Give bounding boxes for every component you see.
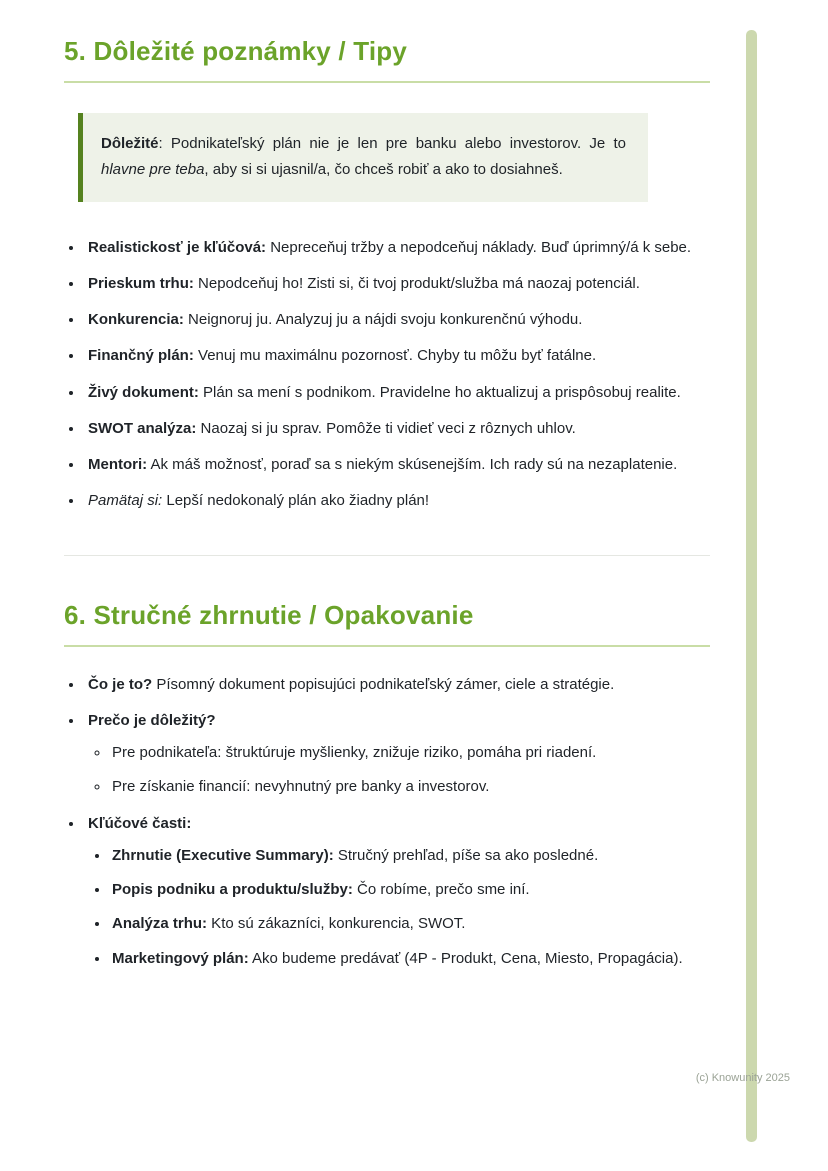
bullet-text: Nepreceňuj tržby a nepodceňuj náklady. Buď úprimný/á k sebe. (266, 238, 692, 256)
document-content (64, 36, 710, 983)
list-item (84, 489, 710, 512)
callout-part1: : Podnikateľský plán nie je len pre banku alebo investorov. Je to (158, 135, 626, 152)
important-callout (78, 113, 648, 202)
list-item (110, 741, 710, 764)
section-5-list (64, 236, 710, 513)
list-item (84, 673, 710, 696)
bullet-lead: Konkurencia: (88, 311, 184, 328)
bullet-text: Čo robíme, prečo sme iní. (352, 881, 530, 898)
list-item (84, 344, 710, 367)
list-item (84, 236, 710, 259)
bullet-lead: Prečo je dôležitý? (88, 711, 216, 729)
callout-part2: , aby si si ujasnil/a, čo chceš robiť a ako to dosiahneš. (204, 161, 563, 179)
section-5-title: 5. Dôležité poznámky / Tipy (64, 36, 710, 83)
bullet-lead: Analýza trhu: (112, 915, 208, 933)
list-item (110, 775, 710, 798)
list-item (84, 812, 710, 970)
bullet-text: Stručný prehľad, píše sa ako posledné. (333, 846, 599, 864)
bullet-lead: SWOT analýza: (88, 419, 197, 437)
bullet-lead: Prieskum trhu: (88, 274, 194, 292)
bullet-lead: Finančný plán: (88, 347, 194, 365)
watermark-credit: (c) Knowunity 2025 (695, 1072, 790, 1084)
list-item (84, 308, 710, 331)
callout-italic: hlavne pre teba (101, 161, 205, 179)
bullet-text: Lepší nedokonalý plán ako žiadny plán! (162, 492, 430, 510)
bullet-lead: Marketingový plán: (112, 949, 249, 967)
bullet-text: Ak máš možnosť, poraď sa s niekým skúsenejším. Ich rady sú na nezaplatenie. (147, 456, 678, 473)
bullet-lead: Kľúčové časti: (88, 814, 192, 832)
bullet-text: Ako budeme predávať (4P - Produkt, Cena, Miesto, Propagácia). (248, 949, 683, 967)
callout-lead: Dôležité (101, 135, 159, 152)
list-item (84, 381, 710, 404)
bullet-lead: Realistickosť je kľúčová: (88, 238, 267, 256)
bullet-lead-italic: Pamätaj si: (88, 492, 163, 510)
callout-text (101, 131, 626, 184)
list-item (84, 272, 710, 295)
bullet-lead: Mentori: (88, 456, 148, 473)
list-item (110, 912, 710, 935)
bullet-text: Plán sa mení s podnikom. Pravidelne ho aktualizuj a prispôsobuj realite. (198, 383, 681, 401)
bullet-text: Neignoruj ju. Analyzuj ju a nájdi svoju konkurenčnú výhodu. (183, 311, 583, 328)
bullet-text: Pre získanie financií: nevyhnutný pre banky a investorov. (112, 778, 490, 796)
bullet-text: Venuj mu maximálnu pozornosť. Chyby tu môžu byť fatálne. (193, 347, 597, 365)
list-item (84, 417, 710, 440)
list-item (84, 709, 710, 799)
bullet-text: Pre podnikateľa: štruktúruje myšlienky, znižuje riziko, pomáha pri riadení. (112, 744, 597, 761)
list-item (110, 947, 710, 970)
bullet-text: Naozaj si ju sprav. Pomôže ti vidieť veci z rôznych uhlov. (196, 419, 576, 437)
bullet-lead: Popis podniku a produktu/služby: (112, 881, 353, 898)
list-item (110, 844, 710, 867)
sub-list-why-important (88, 741, 710, 799)
bullet-text: Nepodceňuj ho! Zisti si, či tvoj produkt/služba má naozaj potenciál. (193, 274, 640, 292)
bullet-text: Písomný dokument popisujúci podnikateľský zámer, ciele a stratégie. (152, 675, 615, 693)
section-6-title: 6. Stručné zhrnutie / Opakovanie (64, 600, 710, 647)
sub-list-key-parts (88, 844, 710, 970)
bullet-lead: Zhrnutie (Executive Summary): (112, 846, 334, 864)
bullet-lead: Čo je to? (88, 675, 153, 693)
bullet-text: Kto sú zákazníci, konkurencia, SWOT. (207, 915, 466, 933)
scrollbar-thumb[interactable] (746, 30, 757, 1142)
list-item (110, 878, 710, 901)
bullet-lead: Živý dokument: (88, 383, 199, 401)
section-divider (64, 555, 710, 556)
section-6-list (64, 673, 710, 970)
list-item (84, 453, 710, 476)
